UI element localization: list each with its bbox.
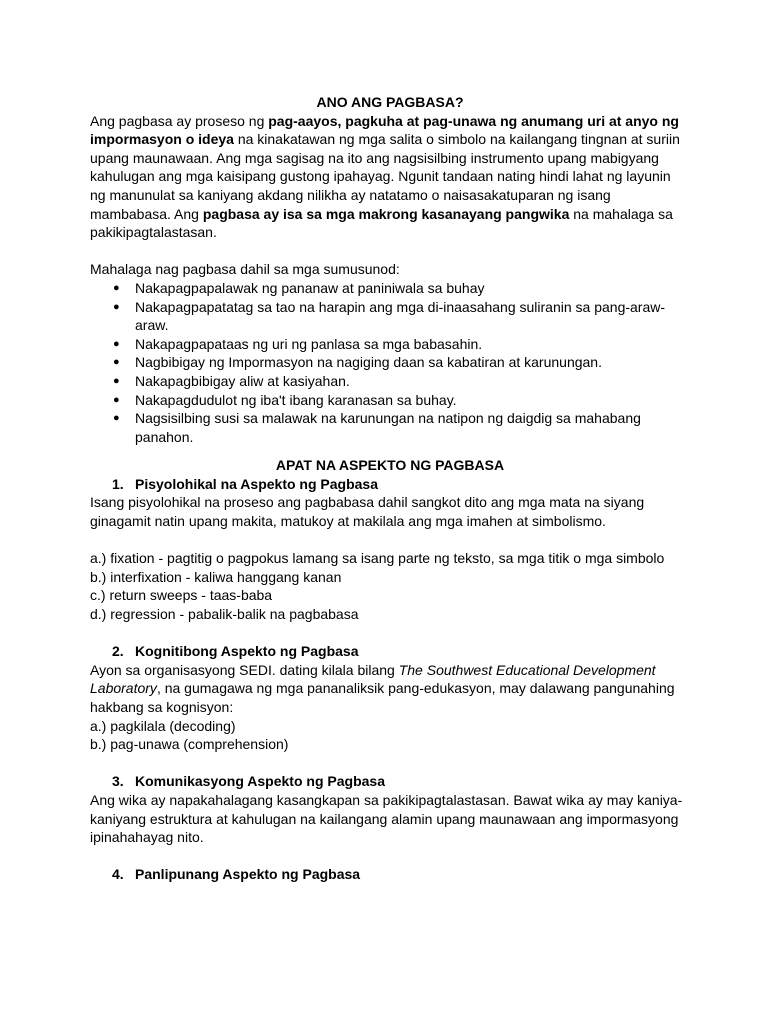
spacer <box>90 754 690 773</box>
intro-bold-2: pagbasa ay isa sa mga makrong kasanayang pangwika <box>202 205 570 222</box>
aspect-heading-text: Panlipunang Aspekto ng Pagbasa <box>135 866 361 883</box>
aspect-item: c.) return sweeps - taas-baba <box>90 587 273 604</box>
bullet-icon: ● <box>113 337 120 350</box>
list-item-text: Nakapagpapatatag sa tao na harapin ang mga di-inaasahang suliranin sa pang-araw-araw. <box>135 298 666 334</box>
aspect-heading-3 <box>90 772 690 791</box>
spacer <box>90 531 690 550</box>
intro-text-3: na mahalaga sa pakikipagtalastasan. <box>90 205 673 241</box>
aspect-number: 2. <box>112 643 124 660</box>
list-item-text: Nakapagpapataas ng uri ng panlasa sa mga babasahin. <box>135 335 483 352</box>
list-item-text: Nagbibigay ng Impormasyon na nagiging daan sa kabatiran at karunungan. <box>135 354 602 371</box>
spacer <box>90 624 690 643</box>
document-body <box>90 93 690 884</box>
list-item <box>90 335 690 354</box>
aspect-body-text: , na gumagawa ng mga pananaliksik pang-edukasyon, may dalawang pangunahing hakbang sa kognisyon: <box>90 680 675 715</box>
intro-paragraph <box>90 112 690 242</box>
aspect-item: a.) fixation - pagtitig o pagpokus lamang sa isang parte ng teksto, sa mga titik o mga simbolo <box>90 550 665 567</box>
list-item <box>90 279 690 298</box>
list-item <box>90 372 690 391</box>
intro-text-2: na kinakatawan ng mga salita o simbolo na kailangang tingnan at suriin upang maunawaan. Ang mga sagisag na ito ang nagsisilbing instrumento upang mabigyang kahulugan ang mga kaisipang gustong ipahayag. Ngunit tandaan nating hindi lahat ng layunin ng manunulat sa kaniyang akdang nilikha ay natatamo o naisasakatuparan ng isang mambabasa. Ang <box>90 131 680 222</box>
importance-lead: Mahalaga nag pagbasa dahil sa mga sumusunod: <box>90 261 400 278</box>
intro-text-1: Ang pagbasa ay proseso ng <box>90 112 269 129</box>
list-item-text: Nakapagdudulot ng iba't ibang karanasan sa buhay. <box>135 391 457 408</box>
importance-list <box>90 279 690 446</box>
aspect-item: d.) regression - pabalik-balik na pagbabasa <box>90 606 359 623</box>
list-item <box>90 391 690 410</box>
list-item-text: Nagsisilbing susi sa malawak na karunungan na natipon ng daigdig sa mahabang panahon. <box>135 410 641 445</box>
aspect-heading-1 <box>90 475 690 494</box>
aspect-body-text: Ayon sa organisasyong SEDI. dating kilala bilang <box>90 661 399 678</box>
list-item <box>90 298 690 335</box>
bullet-icon: ● <box>113 412 120 425</box>
aspect-body-2 <box>90 661 690 717</box>
bullet-icon: ● <box>113 374 120 387</box>
aspect-number: 1. <box>112 475 124 492</box>
bullet-icon: ● <box>113 356 120 369</box>
aspect-item: b.) interfixation - kaliwa hanggang kanan <box>90 568 342 585</box>
list-item-text: Nakapagbibigay aliw at kasiyahan. <box>135 372 350 389</box>
aspect-number: 4. <box>112 866 124 883</box>
aspect-heading-text: Pisyolohikal na Aspekto ng Pagbasa <box>135 475 378 492</box>
page-title: ANO ANG PAGBASA? <box>316 94 464 110</box>
aspect-body-3: Ang wika ay napakahalagang kasangkapan sa pakikipagtalastasan. Bawat wika ay may kaniya-kaniyang estruktura at kahulugan na kailangang alamin upang maunawaan ang impormasyong ipinahahayag nito. <box>90 791 683 846</box>
aspect-item: b.) pag-unawa (comprehension) <box>90 736 289 753</box>
list-item-text: Nakapagpapalawak ng pananaw at paniniwala sa buhay <box>135 279 485 296</box>
aspect-heading-text: Komunikasyong Aspekto ng Pagbasa <box>135 773 385 790</box>
bullet-icon: ● <box>113 281 120 294</box>
intro-bold-1: pag-aayos, pagkuha at pag-unawa ng anumang uri at anyo ng impormasyon o ideya <box>90 112 679 148</box>
spacer <box>90 242 690 261</box>
bullet-icon: ● <box>113 300 120 313</box>
list-item <box>90 353 690 372</box>
aspect-heading-2 <box>90 642 690 661</box>
aspect-number: 3. <box>112 773 124 790</box>
aspect-item: a.) pagkilala (decoding) <box>90 717 236 734</box>
section-title: APAT NA ASPEKTO NG PAGBASA <box>275 457 505 474</box>
list-item <box>90 409 690 446</box>
aspect-body-italic: The Southwest Educational Development Laboratory <box>90 661 656 697</box>
aspect-body-1: Isang pisyolohikal na proseso ang pagbabasa dahil sangkot dito ang mga mata na siyang ginagamit natin upang makita, matukoy at makilala ang mga imahen at simbolismo. <box>90 494 645 530</box>
aspect-heading-4 <box>90 865 690 884</box>
aspect-heading-text: Kognitibong Aspekto ng Pagbasa <box>135 643 359 660</box>
spacer <box>90 847 690 866</box>
bullet-icon: ● <box>113 393 120 406</box>
